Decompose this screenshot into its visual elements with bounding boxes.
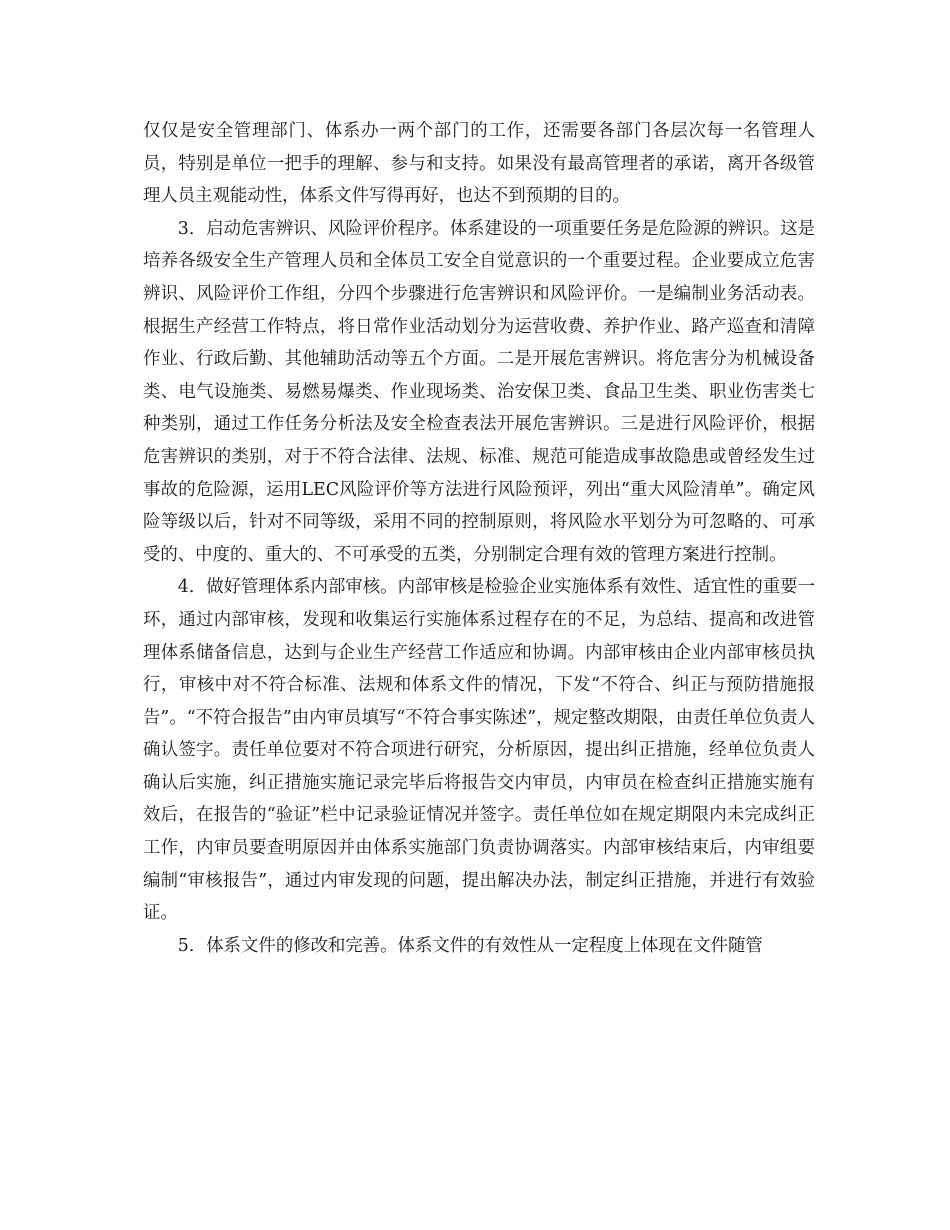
body-paragraph-hazard-identification: 3．启动危害辨识、风险评价程序。体系建设的一项重要任务是危险源的辨识。这是培养各级安全生产管理人员和全体员工安全自觉意识的一个重要过程。企业要成立危害辨识、风险评价工作组，分四个步骤进行危害辨识和风险评价。一是编制业务活动表。根据生产经营工作特点，将日常作业活动划分为运营收费、养护作业、路产巡查和清障作业、行政后勤、其他辅助活动等五个方面。二是开展危害辨识。将危害分为机械设备类、电气设施类、易燃易爆类、作业现场类、治安保卫类、食品卫生类、职业伤害类七种类别，通过工作任务分析法及安全检查表法开展危害辨识。三是进行风险评价，根据危害辨识的类别，对于不符合法律、法规、标准、规范可能造成事故隐患或曾经发生过事故的危险源，运用LEC风险评价等方法进行风险预评，列出“重大风险清单”。确定风险等级以后，针对不同等级，采用不同的控制原则，将风险水平划分为可忽略的、可承受的、中度的、重大的、不可承受的五类，分别制定合理有效的管理方案进行控制。: [143, 218, 815, 565]
body-paragraph-document-revision: 5．体系文件的修改和完善。体系文件的有效性从一定程度上体现在文件随管: [177, 935, 763, 956]
body-paragraph-internal-audit: 4．做好管理体系内部审核。内部审核是检验企业实施体系有效性、适宜性的重要一环，通过内部审核，发现和收集运行实施体系过程存在的不足，为总结、提高和改进管理体系储备信息，达到与企业生产经营工作适应和协调。内部审核由企业内部审核员执行，审核中对不符合标准、法规和体系文件的情况，下发“不符合、纠正与预防措施报告”。“不符合报告”由内审员填写“不符合事实陈述”，规定整改期限，由责任单位负责人确认签字。责任单位要对不符合项进行研究，分析原因，提出纠正措施，经单位负责人确认后实施，纠正措施实施记录完毕后将报告交内审员，内审员在检查纠正措施实施有效后，在报告的“验证”栏中记录验证情况并签字。责任单位如在规定期限内未完成纠正工作，内审员要查明原因并由体系实施部门负责协调落实。内部审核结束后，内审组要编制“审核报告”，通过内审发现的问题，提出解决办法，制定纠正措施，并进行有效验证。: [143, 577, 815, 924]
document-body: [143, 115, 815, 962]
body-paragraph-continuation: 仅仅是安全管理部门、体系办一两个部门的工作，还需要各部门各层次每一名管理人员，特别是单位一把手的理解、参与和支持。如果没有最高管理者的承诺，离开各级管理人员主观能动性，体系文件写得再好，也达不到预期的目的。: [143, 121, 815, 207]
